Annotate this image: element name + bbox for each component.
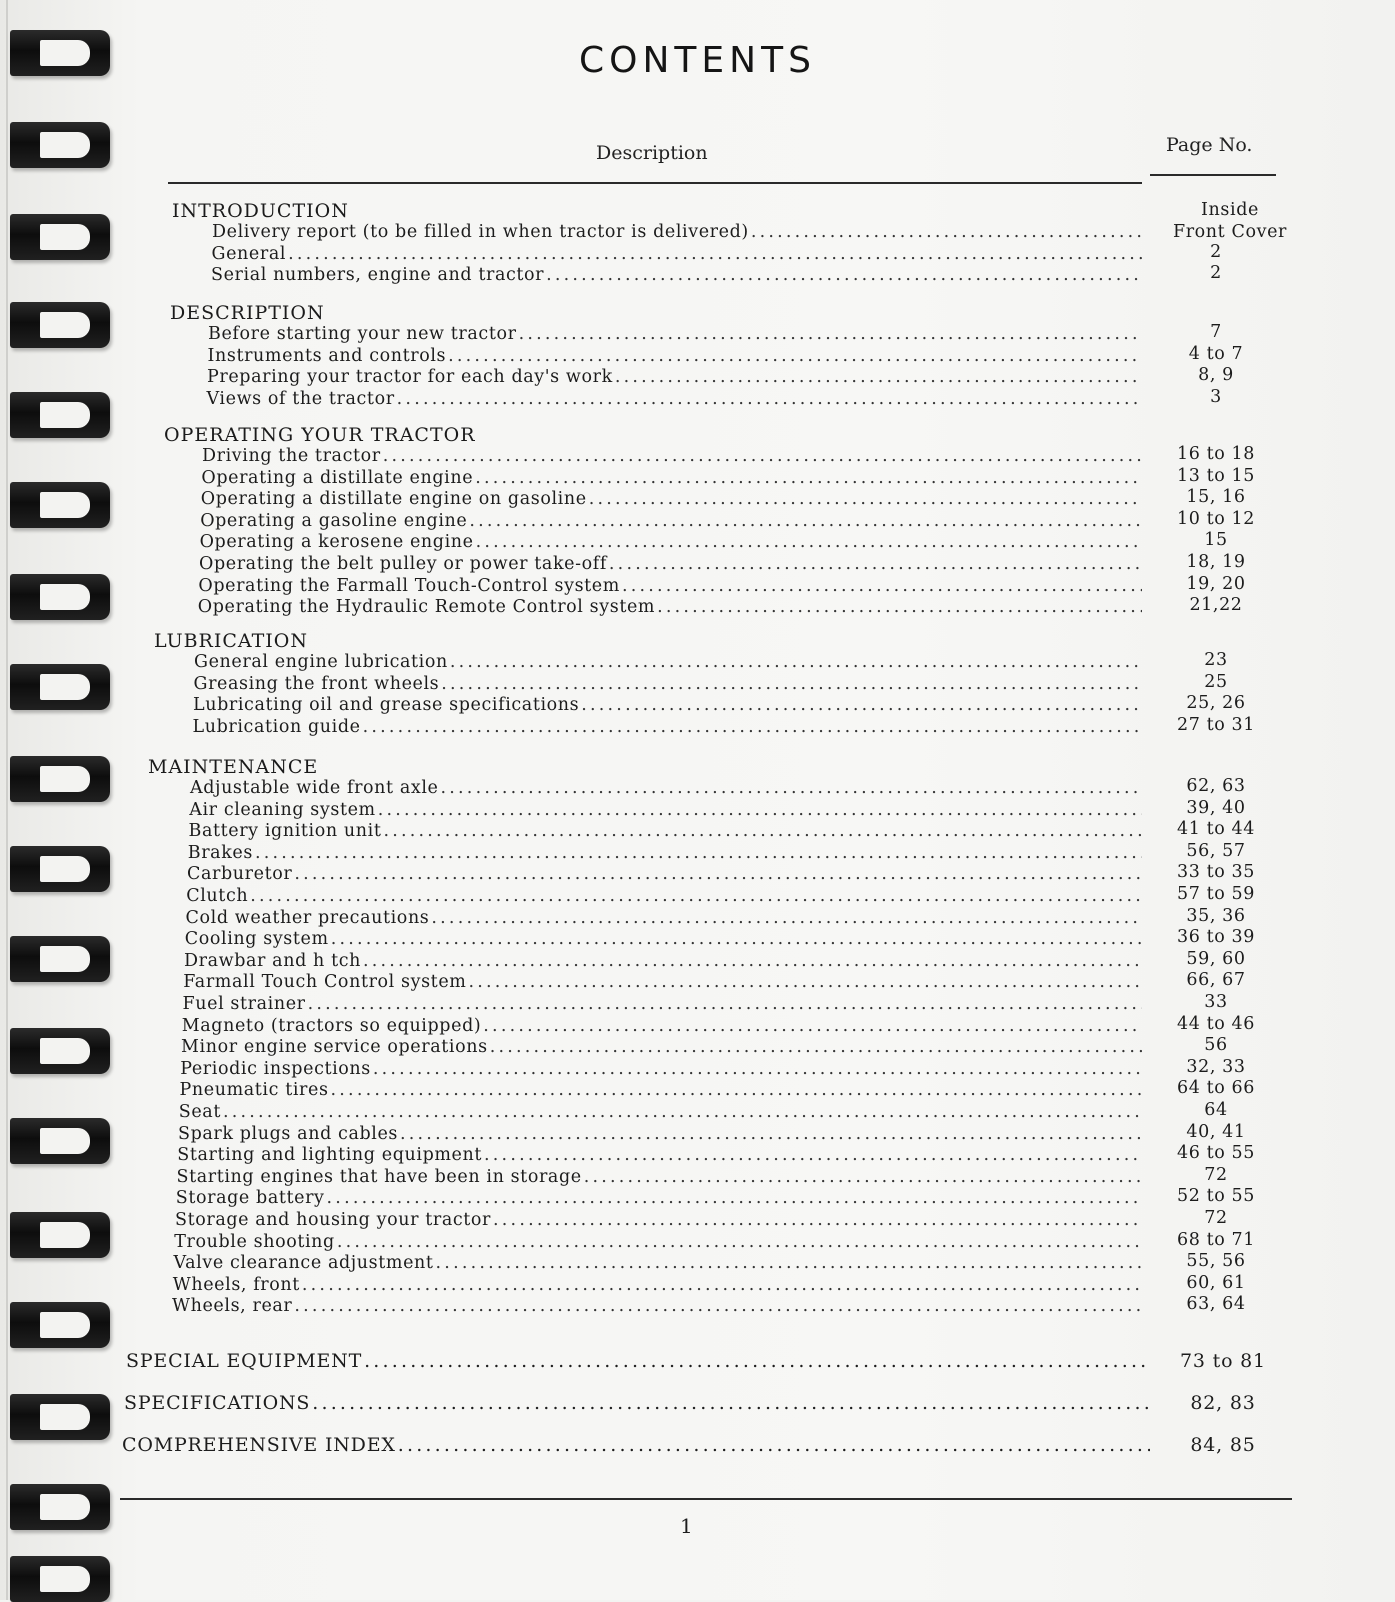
toc-entry xyxy=(202,446,1142,468)
toc-entry-pages: 56 xyxy=(1204,1035,1228,1056)
toc-entry xyxy=(200,532,1142,554)
toc-entry-pages: 35, 36 xyxy=(1186,905,1246,926)
section-heading: INTRODUCTION xyxy=(172,200,349,222)
toc-entry xyxy=(186,886,1142,908)
toc-entry-label: Cooling system xyxy=(184,929,329,950)
toc-entry-label: Operating the belt pulley or power take-off xyxy=(199,554,607,574)
toc-entry-label: Carburetor xyxy=(187,864,293,885)
leader-dots xyxy=(363,717,1142,737)
toc-entry-label: Fuel strainer xyxy=(182,994,306,1014)
binding-coil xyxy=(10,574,110,620)
leader-dots xyxy=(484,1145,1142,1165)
toc-entry-label: Lubricating oil and grease specifications xyxy=(193,695,580,716)
toc-entry-label: General xyxy=(211,243,287,264)
section-heading: MAINTENANCE xyxy=(148,756,319,778)
toc-entry xyxy=(193,695,1142,717)
leader-dots xyxy=(751,222,1142,242)
toc-entry-page-above: Inside xyxy=(1201,200,1259,220)
toc-entry-pages: 13 to 15 xyxy=(1176,465,1256,486)
toc-entry-pages: 63, 64 xyxy=(1186,1294,1246,1315)
toc-entry-label: Seat xyxy=(178,1102,221,1122)
leader-dots xyxy=(308,994,1142,1014)
toc-entry-pages: 62, 63 xyxy=(1186,776,1246,796)
toc-entry xyxy=(180,1080,1143,1102)
binding-coil xyxy=(10,1302,110,1348)
leader-dots xyxy=(337,1232,1142,1252)
toc-entry-label: Preparing your tractor for each day's work xyxy=(207,367,613,388)
leader-dots xyxy=(327,1188,1142,1208)
toc-entry-label: Operating a distillate engine on gasoline xyxy=(200,489,587,510)
toc-entry xyxy=(201,489,1142,511)
toc-entry-label: Storage battery xyxy=(175,1188,325,1209)
toc-entry xyxy=(200,511,1142,533)
toc-entry-label: Wheels, front xyxy=(172,1274,300,1295)
leader-dots xyxy=(441,674,1142,694)
toc-entry xyxy=(186,908,1143,930)
leader-dots xyxy=(441,778,1142,798)
leader-dots xyxy=(331,1080,1142,1100)
toc-entry-pages: 56, 57 xyxy=(1186,840,1246,861)
section-heading: DESCRIPTION xyxy=(170,302,325,324)
toc-entry xyxy=(181,1037,1142,1059)
toc-entry-pages: 52 to 55 xyxy=(1176,1186,1256,1207)
toc-entry xyxy=(178,1124,1142,1146)
toc-entry xyxy=(212,244,1143,266)
spiral-binding xyxy=(0,0,118,1600)
binding-coil xyxy=(10,482,110,528)
toc-entry-label: Wheels, rear xyxy=(172,1296,293,1317)
toc-entry-label: Clutch xyxy=(186,886,249,906)
toc-entry-pages: 18, 19 xyxy=(1186,552,1246,572)
toc-entry-label: Spark plugs and cables xyxy=(178,1123,399,1144)
leader-dots xyxy=(364,1350,1150,1372)
toc-entry xyxy=(174,1232,1142,1254)
toc-entry-pages: 15, 16 xyxy=(1186,487,1246,508)
toc-entry-label: Adjustable wide front axle xyxy=(190,778,439,798)
binding-coil xyxy=(10,1484,110,1530)
toc-entry xyxy=(188,843,1142,865)
toc-entry xyxy=(180,1059,1142,1081)
leader-dots xyxy=(431,908,1142,928)
leader-dots xyxy=(288,244,1142,264)
leader-dots xyxy=(331,929,1142,949)
leader-dots xyxy=(622,576,1142,596)
toc-entry-label: Delivery report (to be filled in when tractor is delivered) xyxy=(212,222,749,242)
toc-entry-label: Views of the tractor xyxy=(206,388,395,409)
leader-dots xyxy=(493,1210,1142,1230)
leader-dots xyxy=(450,652,1142,672)
toc-entry xyxy=(177,1145,1142,1167)
leader-dots xyxy=(223,1102,1142,1122)
toc-entry-label: Operating a gasoline engine xyxy=(200,510,468,531)
toc-entry xyxy=(172,1296,1142,1318)
toc-entry-label: Starting engines that have been in storage xyxy=(176,1166,582,1187)
toc-entry xyxy=(194,674,1143,696)
major-toc-entry xyxy=(124,1392,1150,1418)
leader-dots xyxy=(383,821,1142,841)
leader-dots xyxy=(584,1167,1142,1187)
toc-entry xyxy=(208,324,1142,346)
page-number-column-header: Page No. xyxy=(1166,134,1253,156)
toc-entry-pages: 46 to 55 xyxy=(1176,1143,1256,1164)
major-toc-entry-label: COMPREHENSIVE INDEX xyxy=(122,1434,396,1456)
toc-entry xyxy=(185,929,1142,951)
major-toc-entry xyxy=(122,1434,1150,1460)
toc-entry-pages: 39, 40 xyxy=(1186,797,1246,818)
leader-dots xyxy=(302,1275,1142,1295)
binding-coil xyxy=(10,936,110,982)
toc-entry xyxy=(207,367,1142,389)
leader-dots xyxy=(448,346,1142,366)
toc-entry xyxy=(179,1102,1142,1124)
toc-entry-pages: 25, 26 xyxy=(1186,693,1246,714)
toc-entry-pages: 64 to 66 xyxy=(1176,1078,1256,1099)
toc-entry-pages: 7 xyxy=(1210,322,1222,342)
leader-dots xyxy=(475,468,1142,488)
toc-entry xyxy=(173,1275,1142,1297)
toc-entry-label: Greasing the front wheels xyxy=(193,673,440,694)
toc-entry-pages: 27 to 31 xyxy=(1176,714,1256,735)
binding-coil xyxy=(10,1212,110,1258)
leader-dots xyxy=(483,1016,1142,1036)
major-toc-entry-pages: 82, 83 xyxy=(1190,1392,1256,1414)
toc-entry xyxy=(182,1016,1142,1038)
toc-entry xyxy=(174,1253,1143,1275)
leader-dots xyxy=(378,800,1142,820)
toc-entry-label: Operating the Hydraulic Remote Control system xyxy=(197,597,656,618)
toc-entry-label: Storage and housing your tractor xyxy=(175,1210,492,1230)
leader-dots xyxy=(294,1296,1142,1316)
toc-entry xyxy=(194,652,1142,674)
leader-dots xyxy=(312,1392,1150,1414)
binding-coil xyxy=(10,1394,110,1440)
toc-entry-label: Trouble shooting xyxy=(174,1231,335,1252)
leader-dots xyxy=(398,1434,1150,1456)
binding-coil xyxy=(10,846,110,892)
toc-entry xyxy=(183,994,1143,1016)
leader-dots xyxy=(373,1059,1142,1079)
toc-entry-pages: 16 to 18 xyxy=(1176,444,1256,464)
toc-entry-pages: 40, 41 xyxy=(1186,1121,1246,1142)
leader-dots xyxy=(657,597,1142,617)
leader-dots xyxy=(490,1037,1142,1057)
toc-entry-label: Instruments and controls xyxy=(207,345,447,366)
binding-coil xyxy=(10,214,110,260)
toc-entry xyxy=(189,800,1142,822)
section-heading: LUBRICATION xyxy=(154,630,308,652)
toc-entry-label: Starting and lighting equipment xyxy=(177,1145,483,1166)
toc-entry-pages: 66, 67 xyxy=(1186,970,1246,991)
toc-entry-label: Operating a kerosene engine xyxy=(199,532,474,553)
binding-spine xyxy=(6,0,8,1600)
toc-entry xyxy=(198,576,1142,598)
toc-entry-pages: 2 xyxy=(1210,241,1222,262)
toc-entry-pages: 44 to 46 xyxy=(1176,1013,1256,1034)
leader-dots xyxy=(294,864,1142,884)
toc-entry-label: Pneumatic tires xyxy=(179,1080,329,1101)
toc-entry-pages: 41 to 44 xyxy=(1176,819,1256,840)
leader-dots xyxy=(609,554,1142,574)
major-toc-entry-pages: 84, 85 xyxy=(1190,1434,1256,1456)
section-heading: OPERATING YOUR TRACTOR xyxy=(164,424,476,446)
page-number: 1 xyxy=(680,1514,693,1538)
toc-entry-pages: 57 to 59 xyxy=(1176,884,1256,904)
binding-coil xyxy=(10,122,110,168)
leader-dots xyxy=(589,489,1142,509)
toc-entry-label: Serial numbers, engine and tractor xyxy=(211,265,545,286)
leader-dots xyxy=(255,843,1142,863)
toc-entry-pages: 33 xyxy=(1204,992,1228,1012)
toc-entry-pages: 68 to 71 xyxy=(1176,1229,1256,1250)
toc-entry-label: Magneto (tractors so equipped) xyxy=(181,1015,482,1036)
toc-entry-pages: 32, 33 xyxy=(1186,1056,1246,1077)
toc-entry xyxy=(212,222,1142,244)
toc-entry-label: Brakes xyxy=(187,842,253,863)
toc-entry-label: Battery ignition unit xyxy=(188,821,382,842)
toc-entry-label: Lubrication guide xyxy=(192,716,361,737)
toc-entry xyxy=(190,778,1142,800)
toc-entry-label: Driving the tractor xyxy=(202,446,381,466)
leader-dots xyxy=(546,265,1142,285)
toc-entry-pages: 72 xyxy=(1204,1208,1228,1228)
toc-entry xyxy=(201,468,1142,490)
toc-entry-pages: 2 xyxy=(1210,263,1222,284)
description-column-header: Description xyxy=(596,142,708,164)
toc-entry-pages: 21,22 xyxy=(1189,595,1243,616)
toc-entry-pages: Front Cover xyxy=(1172,222,1288,242)
binding-coil xyxy=(10,664,110,710)
leader-dots xyxy=(383,446,1142,466)
toc-entry-pages: 25 xyxy=(1204,671,1228,692)
leader-dots xyxy=(400,1124,1142,1144)
toc-entry-label: Farmall Touch Control system xyxy=(183,972,467,993)
page-title: CONTENTS xyxy=(579,40,816,81)
header-rule-left xyxy=(168,182,1142,184)
toc-entry-pages: 8, 9 xyxy=(1198,365,1234,386)
toc-entry-label: General engine lubrication xyxy=(194,652,448,672)
binding-coil xyxy=(10,392,110,438)
toc-entry-pages: 36 to 39 xyxy=(1176,927,1256,948)
toc-entry-pages: 55, 56 xyxy=(1186,1251,1246,1272)
leader-dots xyxy=(476,532,1142,552)
toc-entry xyxy=(211,265,1142,287)
toc-entry-pages: 10 to 12 xyxy=(1176,508,1256,529)
toc-entry xyxy=(208,346,1143,368)
toc-entry-label: Valve clearance adjustment xyxy=(173,1253,434,1274)
binding-coil xyxy=(10,1118,110,1164)
binding-coil xyxy=(10,1028,110,1074)
leader-dots xyxy=(615,367,1142,387)
binding-coil xyxy=(10,1556,110,1602)
toc-entry xyxy=(198,597,1142,619)
leader-dots xyxy=(519,324,1142,344)
header-rule-right xyxy=(1150,174,1276,176)
toc-entry-pages: 4 to 7 xyxy=(1188,343,1244,364)
toc-entry-pages: 72 xyxy=(1204,1164,1228,1185)
toc-entry-label: Before starting your new tractor xyxy=(208,324,517,344)
binding-coil xyxy=(10,756,110,802)
major-toc-entry-pages: 73 to 81 xyxy=(1180,1350,1266,1372)
leader-dots xyxy=(397,389,1142,409)
major-toc-entry-label: SPECIFICATIONS xyxy=(124,1392,311,1414)
toc-entry-pages: 59, 60 xyxy=(1186,948,1246,969)
toc-entry-pages: 3 xyxy=(1210,386,1222,407)
toc-entry-pages: 64 xyxy=(1204,1100,1228,1120)
toc-entry-label: Minor engine service operations xyxy=(181,1037,488,1058)
toc-entry-label: Cold weather precautions xyxy=(185,907,430,928)
toc-entry xyxy=(189,821,1143,843)
toc-entry-label: Operating the Farmall Touch-Control system xyxy=(198,575,620,596)
leader-dots xyxy=(436,1253,1142,1273)
toc-entry xyxy=(183,972,1142,994)
toc-entry xyxy=(187,864,1142,886)
binding-coil xyxy=(10,302,110,348)
toc-entry xyxy=(176,1188,1142,1210)
toc-entry-pages: 23 xyxy=(1204,650,1228,670)
leader-dots xyxy=(581,695,1142,715)
leader-dots xyxy=(469,511,1142,531)
toc-entry-pages: 15 xyxy=(1204,530,1228,551)
major-toc-entry xyxy=(126,1350,1150,1376)
toc-entry-pages: 33 to 35 xyxy=(1176,862,1256,883)
toc-entry-label: Periodic inspections xyxy=(180,1058,371,1079)
leader-dots xyxy=(250,886,1142,906)
toc-entry-label: Air cleaning system xyxy=(189,799,376,820)
toc-entry-pages: 19, 20 xyxy=(1186,573,1246,594)
toc-entry xyxy=(199,554,1142,576)
leader-dots xyxy=(363,951,1142,971)
toc-entry-pages: 60, 61 xyxy=(1186,1272,1246,1293)
major-toc-entry-label: SPECIAL EQUIPMENT xyxy=(126,1350,363,1372)
toc-entry xyxy=(177,1167,1143,1189)
footer-rule xyxy=(120,1498,1292,1500)
toc-entry xyxy=(184,951,1142,973)
toc-entry xyxy=(207,389,1143,411)
leader-dots xyxy=(468,972,1142,992)
toc-entry-label: Drawbar and h tch xyxy=(184,950,361,971)
toc-entry-label: Operating a distillate engine xyxy=(201,467,474,488)
toc-entry xyxy=(175,1210,1142,1232)
toc-entry xyxy=(193,717,1143,739)
